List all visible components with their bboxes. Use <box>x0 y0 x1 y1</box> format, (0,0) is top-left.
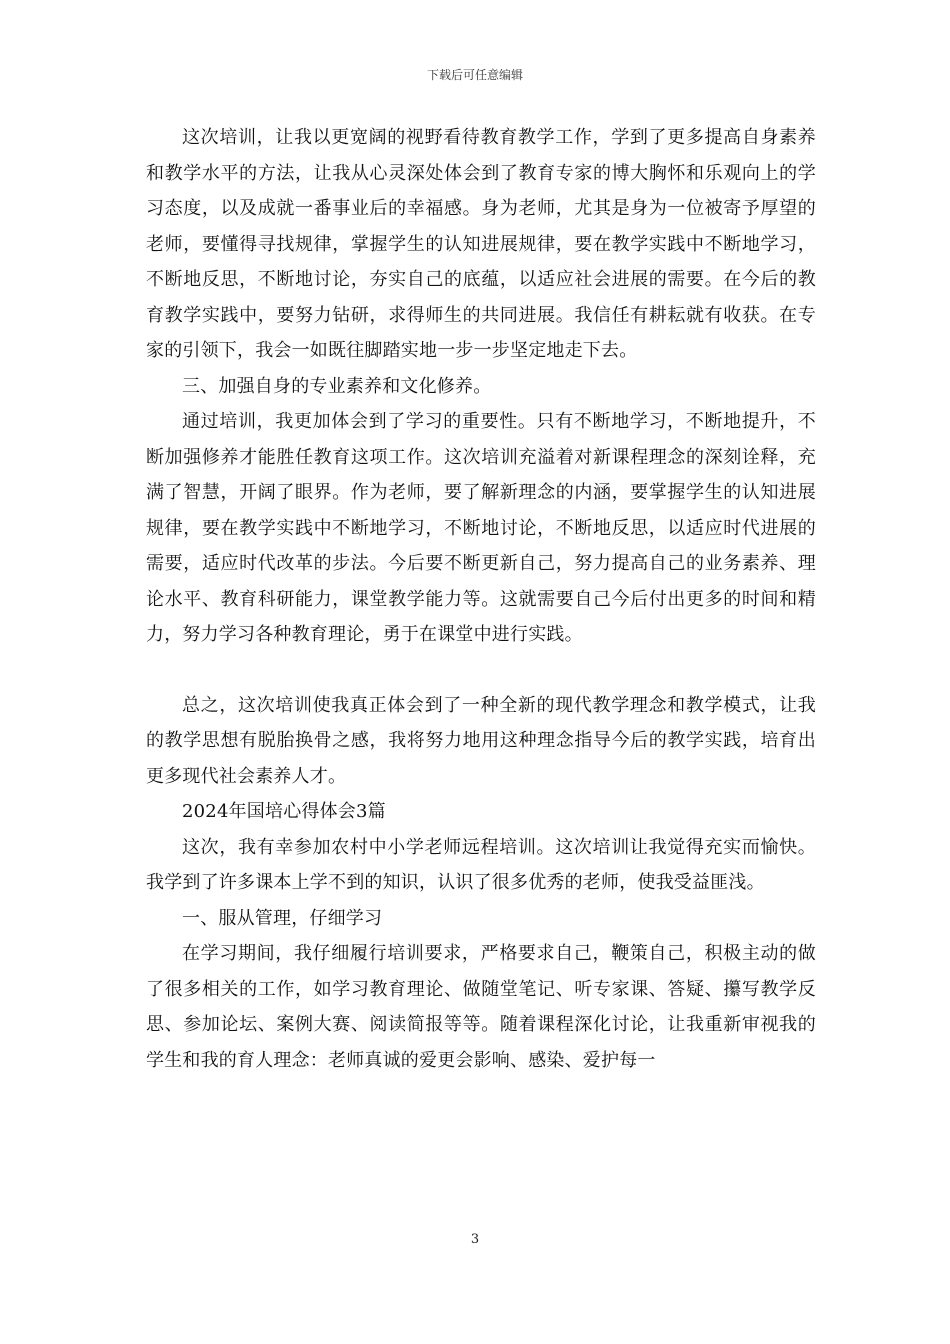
body-paragraph: 这次培训，让我以更宽阔的视野看待教育教学工作，学到了更多提高自身素养和教学水平的方法，让我从心灵深处体会到了教育专家的博大胸怀和乐观向上的学习态度，以及成就一番事业后的幸福感。身为老师，尤其是身为一位被寄予厚望的老师，要懂得寻找规律，掌握学生的认知进展规律，要在教学实践中不断地学习，不断地反思，不断地讨论，夯实自己的底蕴，以适应社会进展的需要。在今后的教育教学实践中，要努力钻研，求得师生的共同进展。我信任有耕耘就有收获。在专家的引领下，我会一如既往脚踏实地一步一步坚定地走下去。 <box>146 127 816 361</box>
body-paragraph: 总之，这次培训使我真正体会到了一种全新的现代教学理念和教学模式，让我的教学思想有脱胎换骨之感，我将努力地用这种理念指导今后的教学实践，培育出更多现代社会素养人才。 <box>146 694 816 787</box>
section-heading: 一、服从管理，仔细学习 <box>182 907 383 929</box>
body-paragraph: 通过培训，我更加体会到了学习的重要性。只有不断地学习，不断地提升，不断加强修养才能胜任教育这项工作。这次培训充溢着对新课程理念的深刻诠释，充满了智慧，开阔了眼界。作为老师，要了解新理念的内涵，要掌握学生的认知进展规律，要在教学实践中不断地学习，不断地讨论，不断地反思，以适应时代进展的需要，适应时代改革的步法。今后要不断更新自己，努力提高自己的业务素养、理论水平、教育科研能力，课堂教学能力等。这就需要自己今后付出更多的时间和精力，努力学习各种教育理论，勇于在课堂中进行实践。 <box>146 411 816 645</box>
page-number: 3 <box>470 1232 480 1247</box>
section-heading: 三、加强自身的专业素养和文化修养。 <box>182 375 492 397</box>
page-header: 下载后可任意编辑 <box>426 68 523 82</box>
article-title: 2024年国培心得体会3篇 <box>182 801 386 822</box>
page-body <box>146 120 816 1078</box>
body-paragraph: 这次，我有幸参加农村中小学老师远程培训。这次培训让我觉得充实而愉快。我学到了许多课本上学不到的知识，认识了很多优秀的老师，使我受益匪浅。 <box>146 836 816 893</box>
body-paragraph: 在学习期间，我仔细履行培训要求，严格要求自己，鞭策自己，积极主动的做了很多相关的工作，如学习教育理论、做随堂笔记、听专家课、答疑、攥写教学反思、参加论坛、案例大赛、阅读简报等等。随着课程深化讨论，让我重新审视我的学生和我的育人理念：老师真诚的爱更会影响、感染、爱护每一 <box>146 943 816 1071</box>
